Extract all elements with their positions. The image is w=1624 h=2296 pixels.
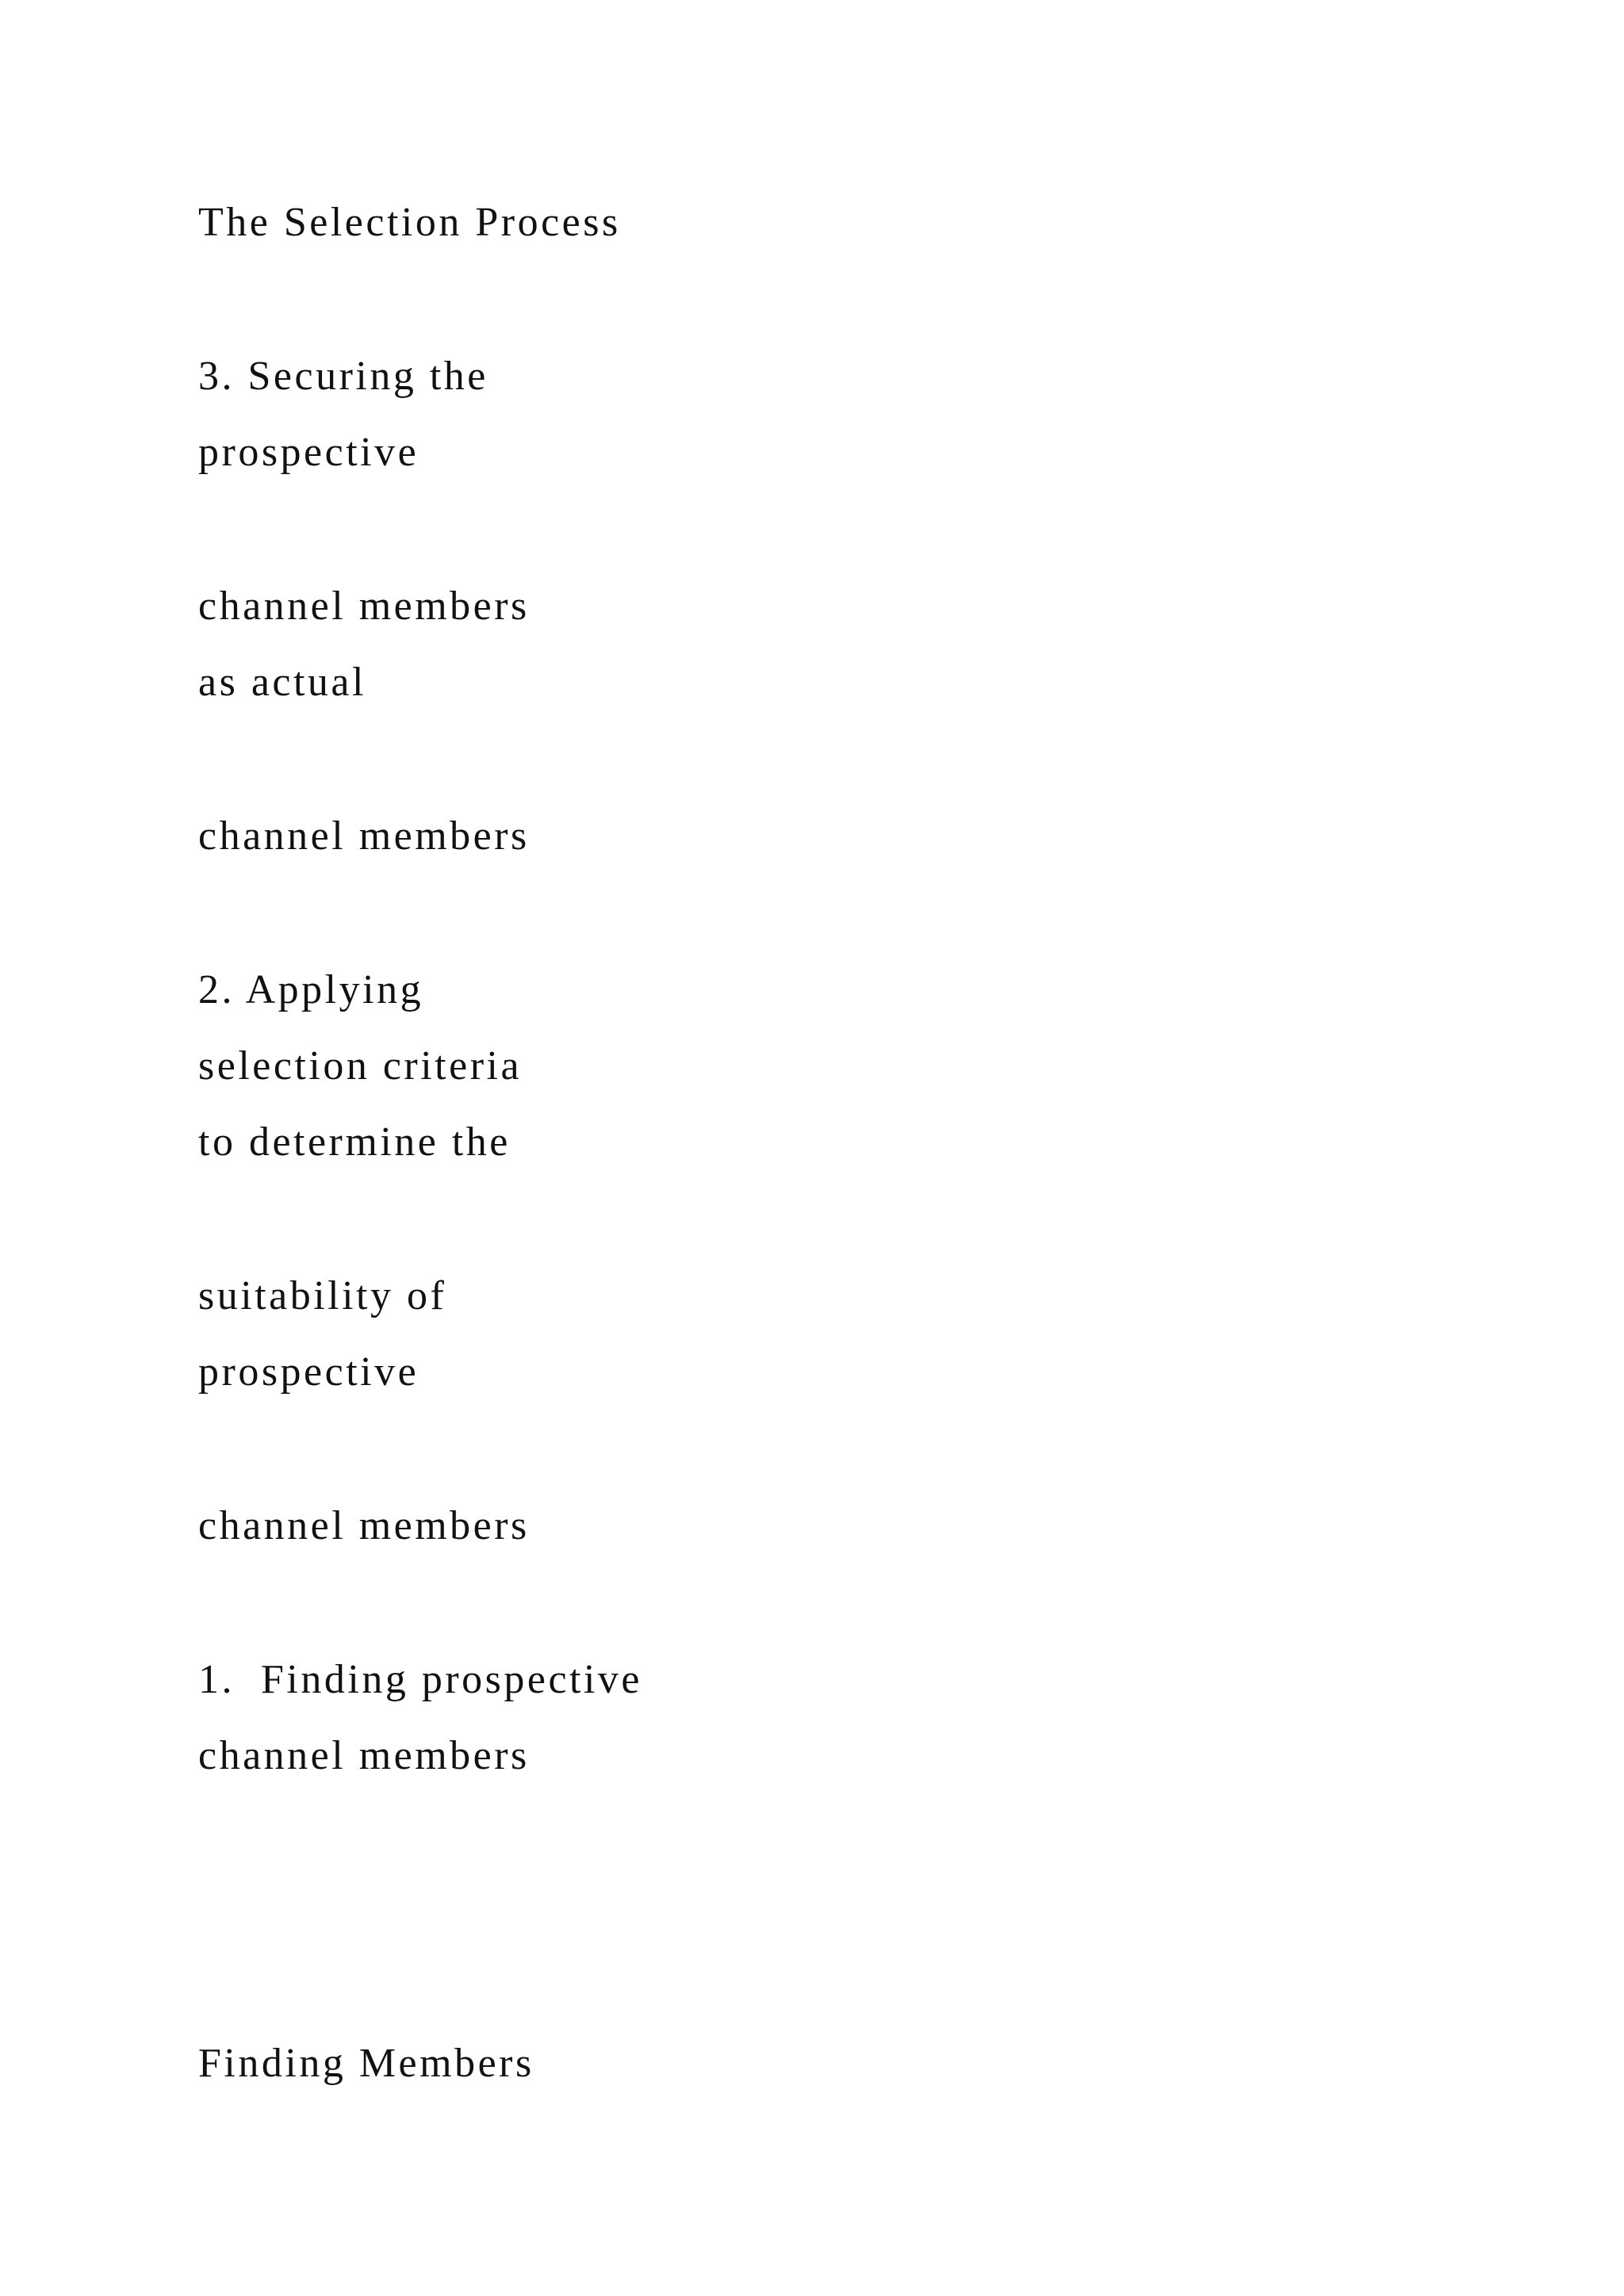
step-3-line-5: channel members	[198, 813, 530, 859]
section-heading: Finding Members	[198, 2041, 534, 2086]
step-2-line-1: 2. Applying	[198, 967, 424, 1012]
step-2-line-2: selection criteria	[198, 1043, 523, 1089]
step-3-line-3: channel members	[198, 584, 530, 629]
page-title: The Selection Process	[198, 200, 621, 245]
step-3-line-2: prospective	[198, 430, 419, 475]
step-3-line-1: 3. Securing the	[198, 354, 488, 399]
step-2-line-4: suitability of	[198, 1273, 447, 1318]
step-2-line-6: channel members	[198, 1503, 530, 1548]
step-2-line-5: prospective	[198, 1349, 419, 1395]
step-2-line-3: to determine the	[198, 1119, 511, 1165]
step-3-line-4: as actual	[198, 660, 366, 705]
step-1-line-2: channel members	[198, 1733, 530, 1778]
step-1-line-1: 1. Finding prospective	[198, 1657, 643, 1702]
